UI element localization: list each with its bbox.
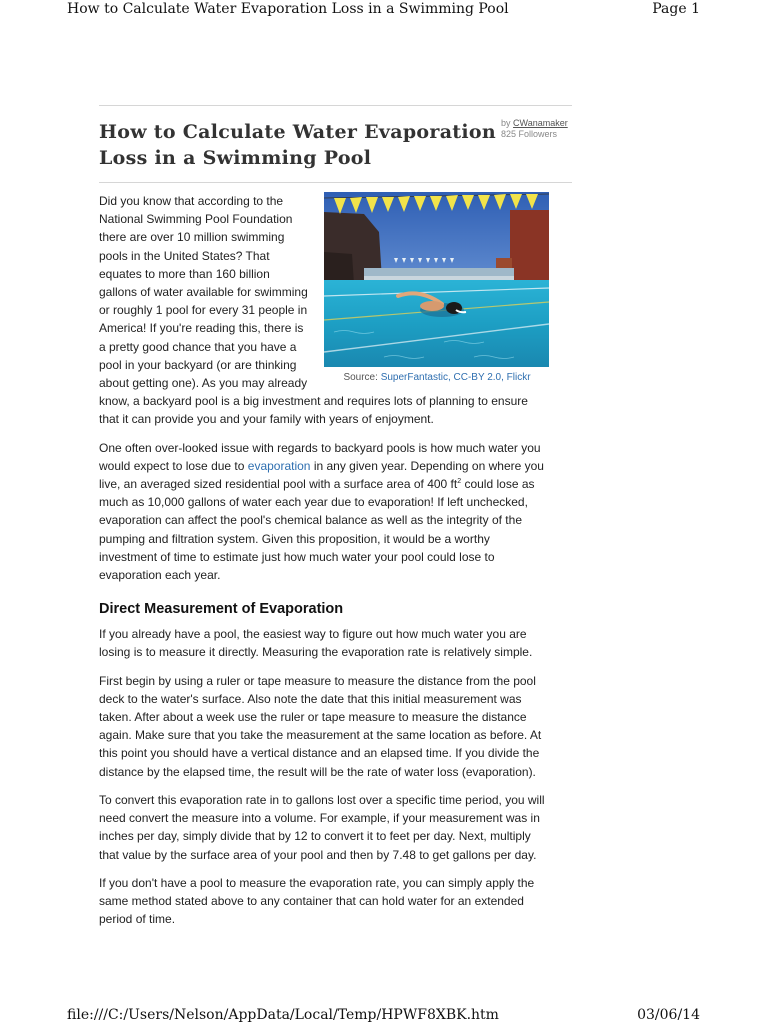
paragraph-direct-measure: If you already have a pool, the easiest way to figure out how much water you are losing is to measure it directly. Measuring the evaporation rate is relatively simple. bbox=[99, 627, 533, 660]
caption-prefix: Source: bbox=[343, 372, 378, 383]
article-body bbox=[99, 183, 549, 928]
file-path: file:///C:/Users/Nelson/AppData/Local/Temp/HPWF8XBK.htm bbox=[67, 1007, 499, 1023]
author-link[interactable]: CWanamaker bbox=[513, 118, 568, 128]
paragraph-intro: Did you know that according to the National Swimming Pool Foundation there are over 10 million swimming pools in the United States? That equates to more than 160 billion gallons of water available for swimming or roughly 1 pool for every 31 people in America! If you're reading this, there is a pretty good chance that you have a pool in your backyard (or are thinking about getting one). As you may already know, a backyard pool is a big investment and requires lots of planning to ensure that it can provide you and your family with years of enjoyment. bbox=[99, 194, 528, 427]
caption-source-link[interactable]: SuperFantastic, CC-BY 2.0, Flickr bbox=[380, 372, 531, 383]
paragraph-text-segment: could lose as much as 10,000 gallons of water each year due to evaporation! If left unchecked, evaporation can affect the pool's chemical balance as well as the integrity of the pumping and filtration system. Given this proposition, it would be a worthy investment of time to estimate just how much water your pool could lose to evaporation each year. bbox=[99, 477, 535, 583]
print-page-number: Page 1 bbox=[652, 1, 700, 17]
figure-caption bbox=[324, 372, 550, 383]
print-header-title: How to Calculate Water Evaporation Loss in a Swimming Pool bbox=[67, 1, 509, 17]
paragraph-convert: To convert this evaporation rate in to gallons lost over a specific time period, you will need convert the measure into a volume. For example, if your measurement was in inches per day, simply divide that by 12 to convert it to feet per day. Next, multiply that value by the surface area of your pool and then by 7.48 to get gallons per day. bbox=[99, 792, 545, 862]
paragraph-no-pool: If you don't have a pool to measure the evaporation rate, you can simply apply the same method stated above to any container that can hold water for an extended period of time. bbox=[99, 875, 535, 927]
figure bbox=[324, 192, 550, 383]
evaporation-link[interactable]: evaporation bbox=[247, 458, 311, 473]
byline-prefix: by bbox=[501, 118, 511, 128]
section-heading: Direct Measurement of Evaporation bbox=[99, 601, 344, 618]
pool-photo bbox=[324, 192, 549, 367]
article-title: How to Calculate Water Evaporation Loss in a Swimming Pool bbox=[99, 121, 496, 169]
paragraph-steps: First begin by using a ruler or tape measure to measure the distance from the pool deck to the water's surface. Also note the date that this initial measurement was taken. After about a week use the ruler or tape measure to measure the distance again. Make sure that you take the measurement at the same location as before. At this point you should have a vertical distance and an elapsed time. If you divide the distance by the elapsed time, the result will be the rate of water loss (evaporation). bbox=[99, 673, 542, 779]
paragraph-text-segment: in any given year. Depending on where you live, an averaged sized residential pool with a surface area of 400 ft bbox=[99, 458, 544, 492]
paragraph-text-segment: One often over-looked issue with regards to backyard pools is how much water you would expect to lose due to bbox=[99, 440, 541, 473]
superscript: 2 bbox=[457, 478, 462, 486]
article bbox=[99, 105, 572, 938]
print-date: 03/06/14 bbox=[637, 1007, 700, 1023]
pool-photo-illustration bbox=[324, 192, 549, 367]
print-footer bbox=[0, 1007, 768, 1027]
paragraph-evaporation-issue bbox=[99, 439, 549, 585]
title-row bbox=[99, 106, 572, 182]
follower-count: 825 Followers bbox=[501, 129, 558, 139]
print-header bbox=[0, 1, 768, 21]
byline bbox=[501, 118, 568, 140]
